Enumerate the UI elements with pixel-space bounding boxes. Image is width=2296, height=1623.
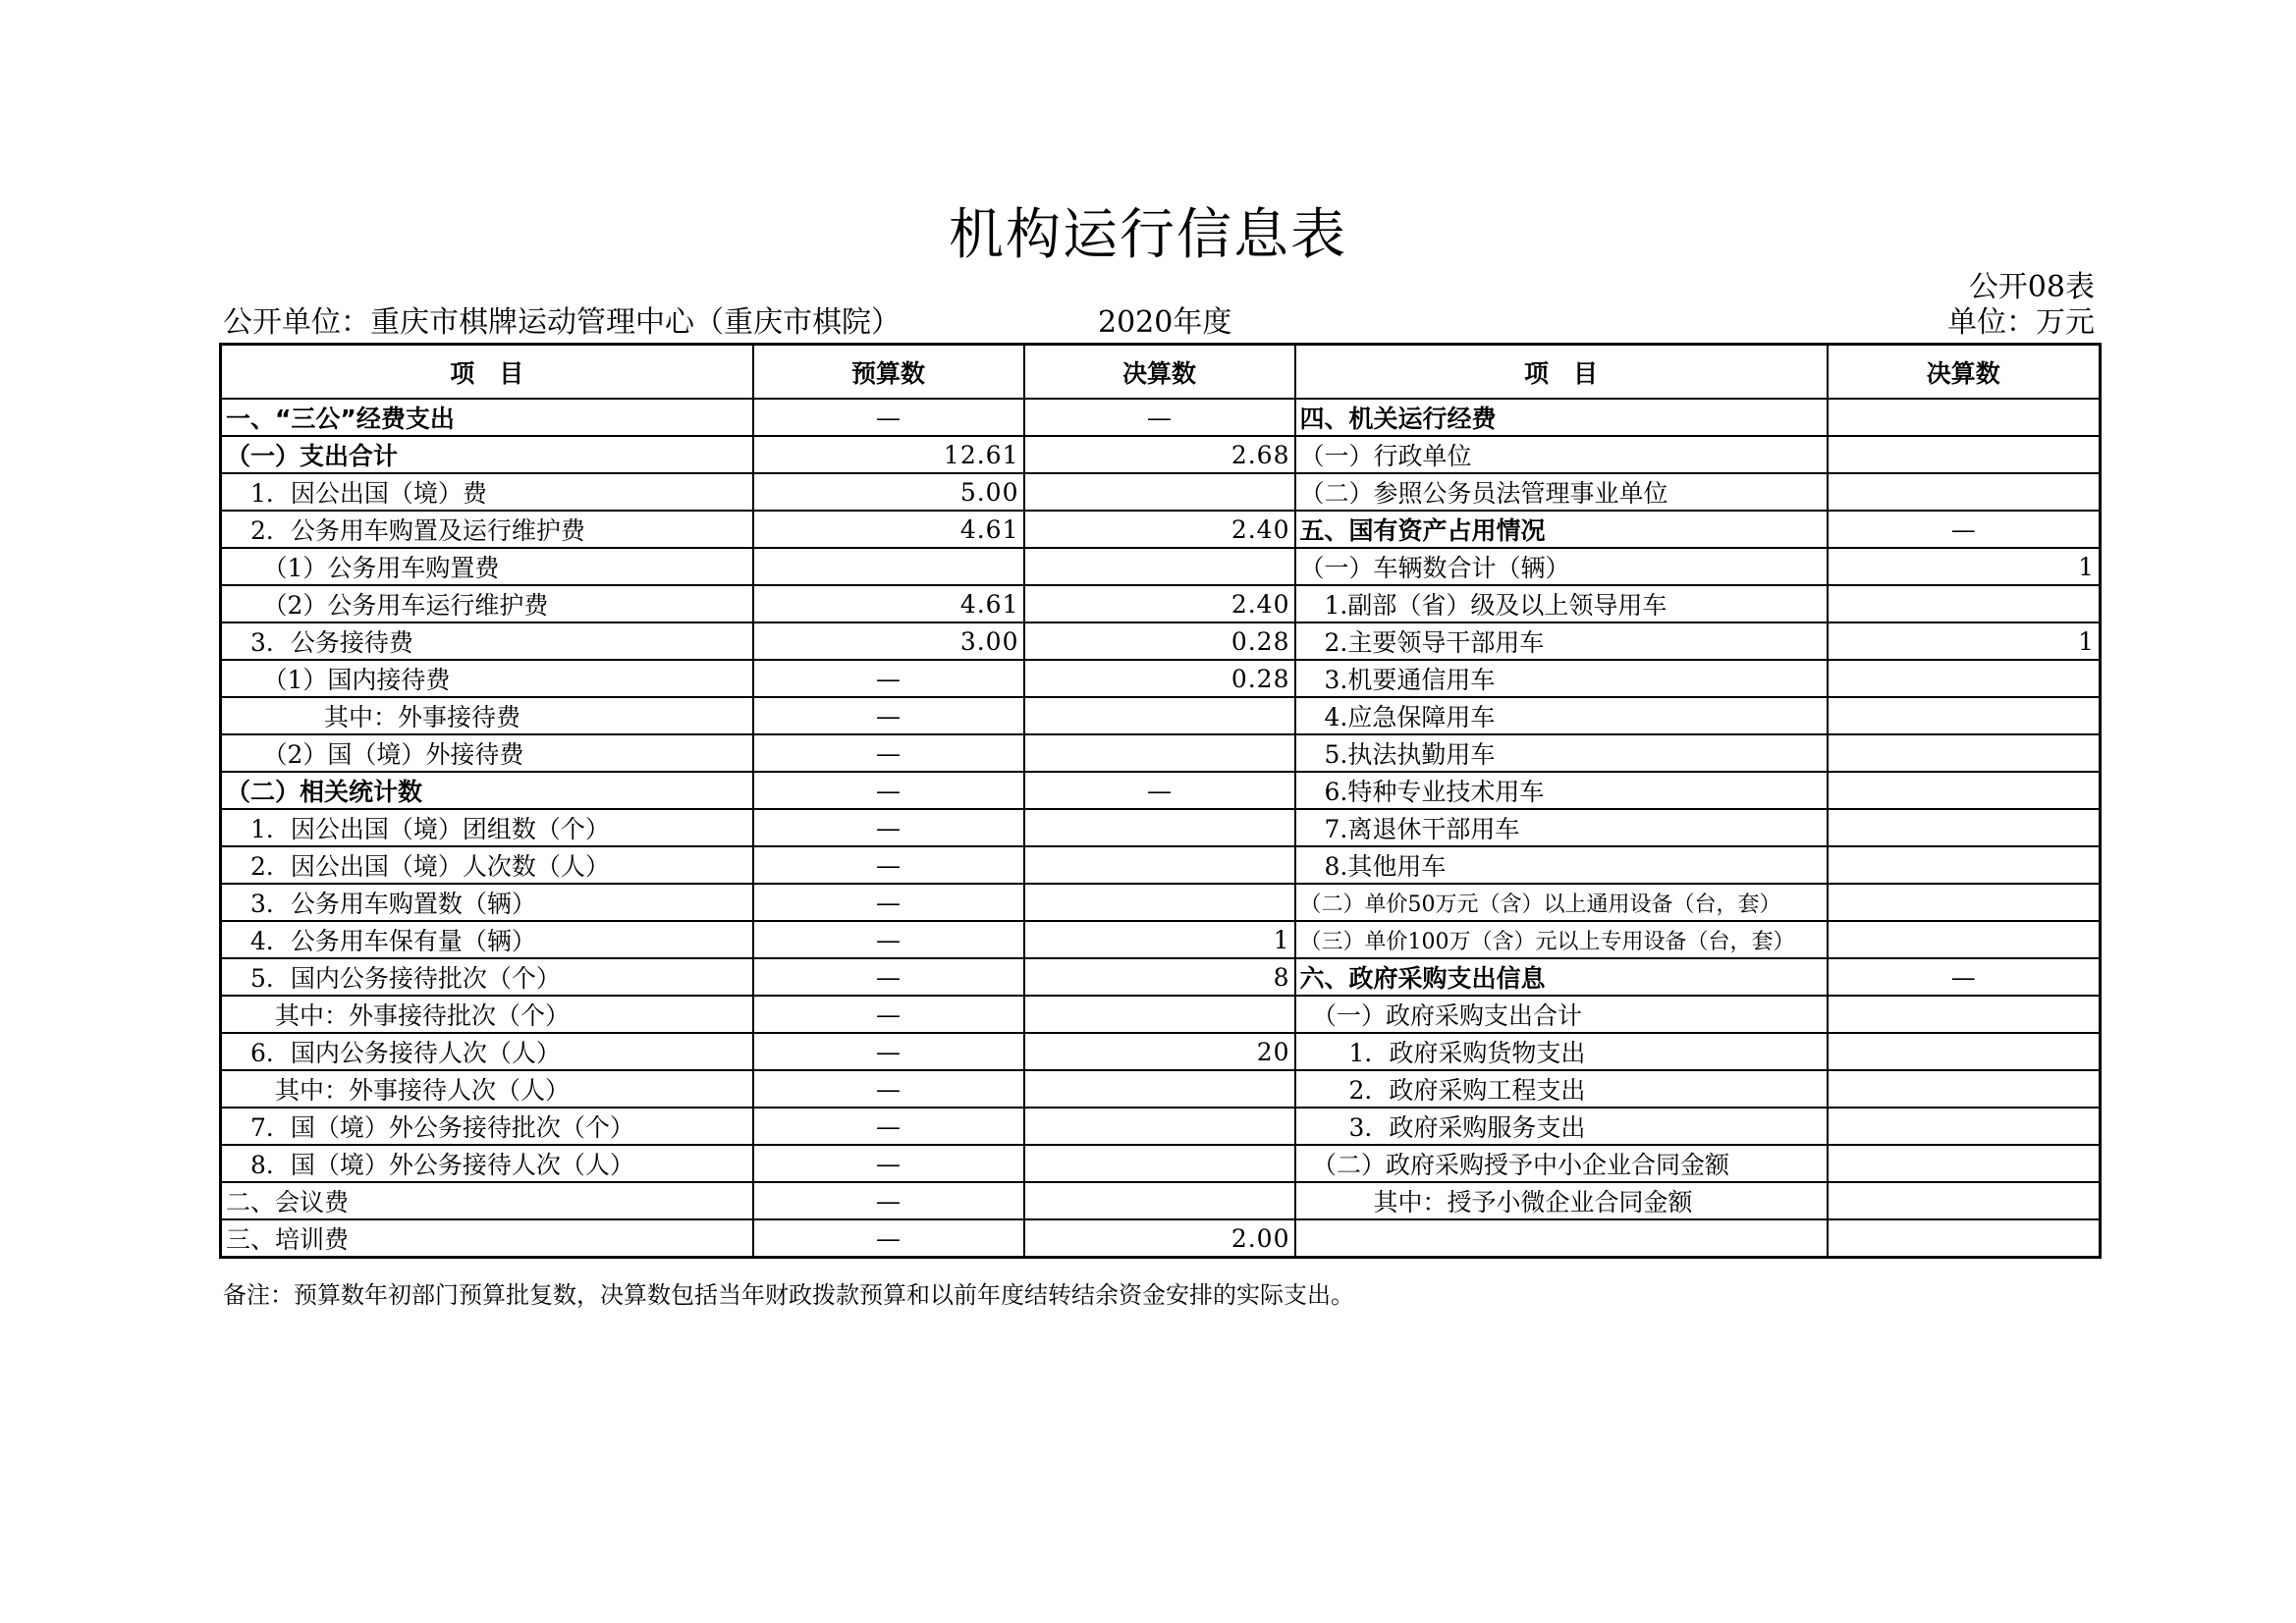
table-row [221, 697, 2101, 734]
row-item: （1）国内接待费 [221, 660, 753, 697]
table-row [221, 511, 2101, 548]
row-final: 2.68 [1024, 436, 1295, 473]
row-item: 1．因公出国（境）费 [221, 473, 753, 511]
row-item-right: （一）政府采购支出合计 [1295, 996, 1828, 1033]
row-final-right [1828, 1219, 2101, 1258]
row-item: （2）公务用车运行维护费 [221, 585, 753, 622]
row-final [1024, 1108, 1295, 1145]
row-budget: — [753, 846, 1024, 884]
row-final-right [1828, 1033, 2101, 1070]
row-final [1024, 846, 1295, 884]
footnote: 备注：预算数年初部门预算批复数，决算数包括当年财政拨款预算和以前年度结转结余资金安排的实际支出。 [223, 1281, 1354, 1309]
row-item-right: 7.离退休干部用车 [1295, 809, 1828, 846]
row-budget: 4.61 [753, 585, 1024, 622]
header-final-right: 决算数 [1828, 345, 2101, 400]
row-final [1024, 1145, 1295, 1182]
row-final: — [1024, 772, 1295, 809]
row-budget: — [753, 734, 1024, 772]
table-row [221, 1182, 2101, 1219]
header-item-right: 项 目 [1295, 345, 1828, 400]
row-final-right [1828, 585, 2101, 622]
header-item: 项 目 [221, 345, 753, 400]
row-budget: — [753, 921, 1024, 958]
table-row [221, 921, 2101, 958]
row-budget: 12.61 [753, 436, 1024, 473]
row-budget: — [753, 1033, 1024, 1070]
row-item: 1．因公出国（境）团组数（个） [221, 809, 753, 846]
row-final: 8 [1024, 958, 1295, 996]
row-final: 0.28 [1024, 622, 1295, 660]
row-final-right: 1 [1828, 548, 2101, 585]
row-final-right [1828, 1182, 2101, 1219]
row-item: 其中：外事接待人次（人） [221, 1070, 753, 1108]
info-table [219, 343, 2102, 1259]
row-item: 3．公务接待费 [221, 622, 753, 660]
row-final [1024, 809, 1295, 846]
row-final [1024, 473, 1295, 511]
row-final-right [1828, 921, 2101, 958]
table-row [221, 436, 2101, 473]
table-row [221, 473, 2101, 511]
table-row [221, 996, 2101, 1033]
row-budget: — [753, 697, 1024, 734]
row-final: 1 [1024, 921, 1295, 958]
row-final-right [1828, 809, 2101, 846]
row-item: 6．国内公务接待人次（人） [221, 1033, 753, 1070]
row-item: （2）国（境）外接待费 [221, 734, 753, 772]
row-item-right: （二）单价50万元（含）以上通用设备（台，套） [1295, 884, 1828, 921]
row-final-right: 1 [1828, 622, 2101, 660]
row-final [1024, 734, 1295, 772]
row-item: 2．公务用车购置及运行维护费 [221, 511, 753, 548]
row-budget: — [753, 1219, 1024, 1258]
row-final-right [1828, 473, 2101, 511]
row-final-right [1828, 399, 2101, 436]
row-item-right: 1.副部（省）级及以上领导用车 [1295, 585, 1828, 622]
row-final-right [1828, 734, 2101, 772]
row-budget: — [753, 884, 1024, 921]
header-budget: 预算数 [753, 345, 1024, 400]
table-row [221, 660, 2101, 697]
row-item-right: 4.应急保障用车 [1295, 697, 1828, 734]
table-row [221, 399, 2101, 436]
table-row [221, 958, 2101, 996]
table-row [221, 622, 2101, 660]
row-final-right [1828, 996, 2101, 1033]
row-final-right [1828, 660, 2101, 697]
row-item-right: 6.特种专业技术用车 [1295, 772, 1828, 809]
row-item-right [1295, 1219, 1828, 1258]
row-item-right: 3.机要通信用车 [1295, 660, 1828, 697]
row-budget: — [753, 399, 1024, 436]
row-budget: — [753, 809, 1024, 846]
fiscal-year: 2020年度 [1098, 305, 1232, 340]
row-final [1024, 884, 1295, 921]
table-row [221, 585, 2101, 622]
row-budget: — [753, 660, 1024, 697]
form-number: 公开08表 [1968, 270, 2095, 304]
row-item-right: 2．政府采购工程支出 [1295, 1070, 1828, 1108]
header-final: 决算数 [1024, 345, 1295, 400]
row-final: 0.28 [1024, 660, 1295, 697]
row-budget: — [753, 1145, 1024, 1182]
row-item: 其中：外事接待费 [221, 697, 753, 734]
row-item: 4．公务用车保有量（辆） [221, 921, 753, 958]
row-item-right: 其中：授予小微企业合同金额 [1295, 1182, 1828, 1219]
row-final: 2.40 [1024, 585, 1295, 622]
row-budget: — [753, 1070, 1024, 1108]
row-budget [753, 548, 1024, 585]
row-final-right [1828, 1145, 2101, 1182]
row-item-right: （二）政府采购授予中小企业合同金额 [1295, 1145, 1828, 1182]
row-final-right [1828, 772, 2101, 809]
row-item: 3．公务用车购置数（辆） [221, 884, 753, 921]
row-final-right [1828, 436, 2101, 473]
row-item: 其中：外事接待批次（个） [221, 996, 753, 1033]
row-budget: 4.61 [753, 511, 1024, 548]
row-item: （一）支出合计 [221, 436, 753, 473]
table-row [221, 548, 2101, 585]
currency-unit: 单位：万元 [1947, 305, 2095, 340]
row-final: 2.40 [1024, 511, 1295, 548]
row-budget: — [753, 1182, 1024, 1219]
page-title: 机构运行信息表 [949, 203, 1347, 267]
row-final-right [1828, 1070, 2101, 1108]
row-item-right: 2.主要领导干部用车 [1295, 622, 1828, 660]
row-item: 三、培训费 [221, 1219, 753, 1258]
row-budget: — [753, 958, 1024, 996]
row-final-right [1828, 697, 2101, 734]
row-item: 2．因公出国（境）人次数（人） [221, 846, 753, 884]
row-item: 一、“三公”经费支出 [221, 399, 753, 436]
row-budget: 3.00 [753, 622, 1024, 660]
row-item-right: （一）车辆数合计（辆） [1295, 548, 1828, 585]
table-row [221, 734, 2101, 772]
row-final: 20 [1024, 1033, 1295, 1070]
table-row [221, 846, 2101, 884]
row-budget: — [753, 1108, 1024, 1145]
row-final: 2.00 [1024, 1219, 1295, 1258]
row-item: （1）公务用车购置费 [221, 548, 753, 585]
row-final [1024, 548, 1295, 585]
table-row [221, 884, 2101, 921]
table-row [221, 1145, 2101, 1182]
row-final [1024, 1182, 1295, 1219]
row-item-right: 四、机关运行经费 [1295, 399, 1828, 436]
row-item-right: 8.其他用车 [1295, 846, 1828, 884]
row-budget: — [753, 996, 1024, 1033]
table-row [221, 1219, 2101, 1258]
row-budget: — [753, 772, 1024, 809]
table-header-row [221, 345, 2101, 400]
row-item-right: （一）行政单位 [1295, 436, 1828, 473]
row-item: 二、会议费 [221, 1182, 753, 1219]
row-item-right: 5.执法执勤用车 [1295, 734, 1828, 772]
row-budget: 5.00 [753, 473, 1024, 511]
row-final-right [1828, 846, 2101, 884]
table-row [221, 809, 2101, 846]
row-final [1024, 1070, 1295, 1108]
row-item: 7．国（境）外公务接待批次（个） [221, 1108, 753, 1145]
row-item: （二）相关统计数 [221, 772, 753, 809]
row-final-right: — [1828, 958, 2101, 996]
table-row [221, 1108, 2101, 1145]
reporting-unit: 公开单位：重庆市棋牌运动管理中心（重庆市棋院） [223, 305, 901, 340]
table-row [221, 1033, 2101, 1070]
row-final [1024, 697, 1295, 734]
row-item: 5．国内公务接待批次（个） [221, 958, 753, 996]
row-final: — [1024, 399, 1295, 436]
row-item-right: 五、国有资产占用情况 [1295, 511, 1828, 548]
row-final-right: — [1828, 511, 2101, 548]
row-item-right: 3．政府采购服务支出 [1295, 1108, 1828, 1145]
row-item-right: （二）参照公务员法管理事业单位 [1295, 473, 1828, 511]
row-final-right [1828, 1108, 2101, 1145]
table-row [221, 772, 2101, 809]
row-item: 8．国（境）外公务接待人次（人） [221, 1145, 753, 1182]
row-item-right: （三）单价100万（含）元以上专用设备（台，套） [1295, 921, 1828, 958]
row-item-right: 1．政府采购货物支出 [1295, 1033, 1828, 1070]
table-row [221, 1070, 2101, 1108]
row-item-right: 六、政府采购支出信息 [1295, 958, 1828, 996]
row-final-right [1828, 884, 2101, 921]
row-final [1024, 996, 1295, 1033]
